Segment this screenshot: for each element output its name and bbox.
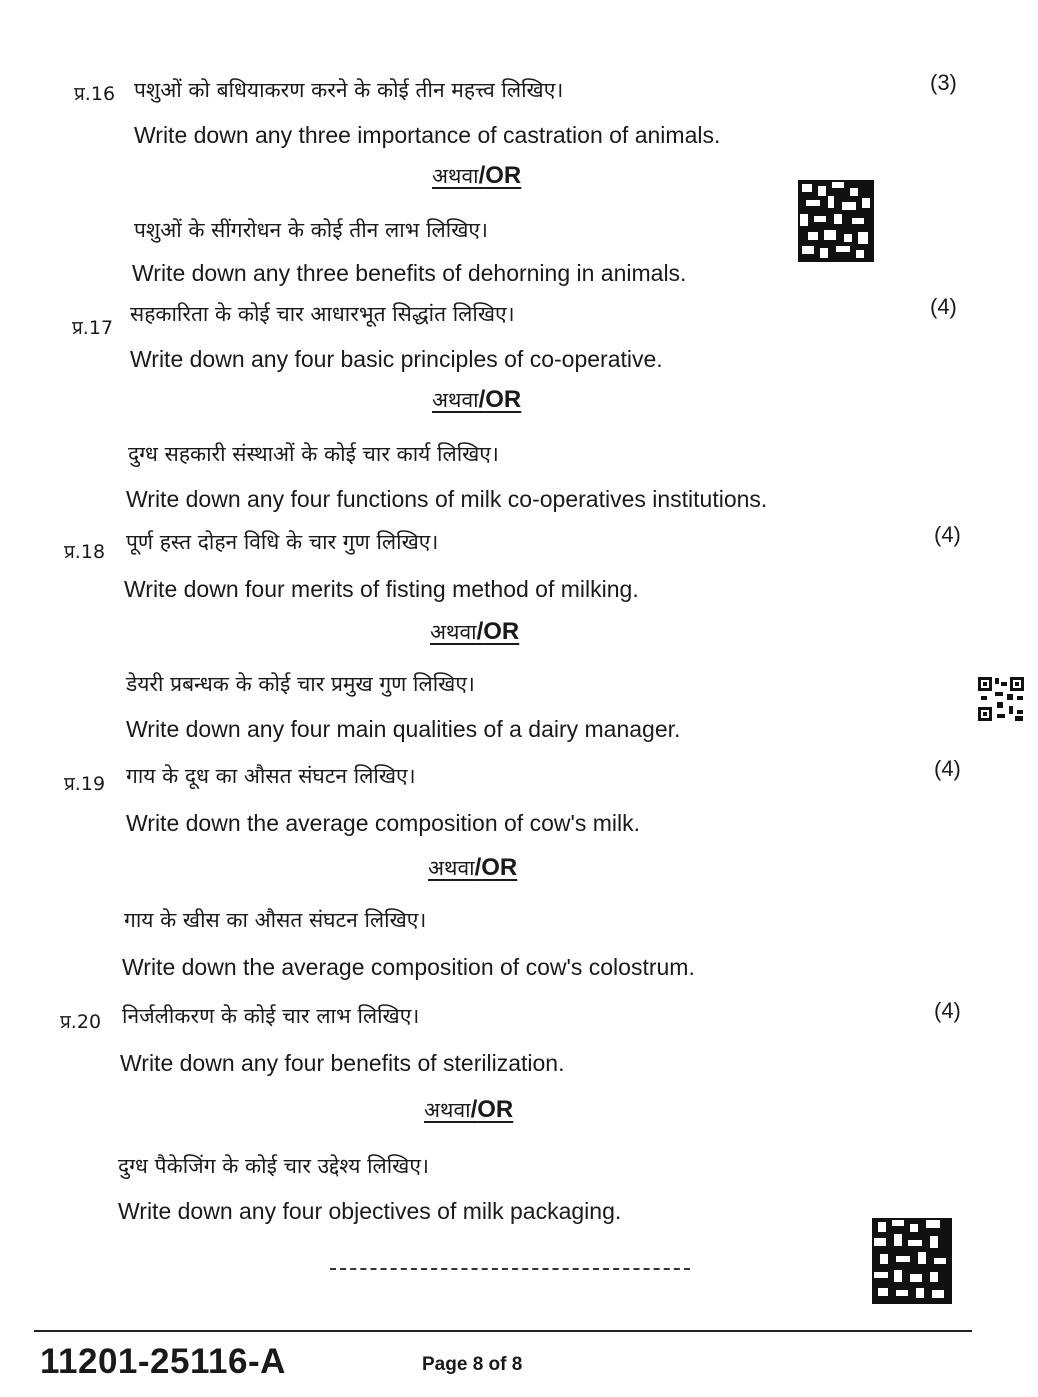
page-number: Page 8 of 8 bbox=[422, 1354, 523, 1375]
question-text-english: Write down any four benefits of sterilization. bbox=[120, 1050, 565, 1076]
end-of-paper-line bbox=[330, 1268, 690, 1270]
question-marks: (4) bbox=[934, 522, 961, 547]
question-text-hindi: पशुओं को बधियाकरण करने के कोई तीन महत्त्व लिखिए। bbox=[134, 78, 564, 102]
question-number: प्र.20 bbox=[60, 1011, 102, 1033]
question-marks: (4) bbox=[930, 294, 957, 319]
or-label-hindi: अथवा bbox=[432, 164, 479, 188]
footer-rule bbox=[34, 1330, 972, 1332]
question-marks: (4) bbox=[934, 756, 961, 781]
question-text-hindi: सहकारिता के कोई चार आधारभूत सिद्धांत लिखिए। bbox=[130, 302, 515, 326]
datamatrix-code-icon bbox=[798, 180, 874, 262]
or-label-english: OR bbox=[485, 162, 522, 189]
alternative-text-hindi: डेयरी प्रबन्धक के कोई चार प्रमुख गुण लिखिए। bbox=[126, 672, 475, 696]
question-text-english: Write down any four basic principles of co-operative. bbox=[130, 346, 663, 372]
or-label-hindi: अथवा bbox=[424, 1098, 471, 1122]
alternative-text-hindi: दुग्ध सहकारी संस्थाओं के कोई चार कार्य लिखिए। bbox=[128, 442, 499, 466]
or-label-english: OR bbox=[485, 386, 522, 413]
datamatrix-code-icon bbox=[872, 1218, 952, 1304]
or-label-hindi: अथवा bbox=[430, 620, 477, 644]
alternative-text-english: Write down any four main qualities of a dairy manager. bbox=[126, 716, 681, 742]
or-label-english: OR bbox=[477, 1096, 514, 1123]
qr-code-icon bbox=[977, 676, 1025, 722]
alternative-text-hindi: पशुओं के सींगरोधन के कोई तीन लाभ लिखिए। bbox=[134, 218, 488, 242]
question-number: प्र.19 bbox=[64, 773, 106, 795]
alternative-text-hindi: दुग्ध पैकेजिंग के कोई चार उद्देश्य लिखिए। bbox=[118, 1154, 429, 1178]
or-label-english: OR bbox=[481, 854, 518, 881]
question-number: प्र.17 bbox=[72, 317, 114, 339]
question-number: प्र.18 bbox=[64, 541, 106, 563]
question-text-hindi: निर्जलीकरण के कोई चार लाभ लिखिए। bbox=[122, 1004, 420, 1028]
or-label-hindi: अथवा bbox=[428, 856, 475, 880]
question-text-english: Write down four merits of fisting method of milking. bbox=[124, 576, 639, 602]
qr-code-icon bbox=[977, 676, 1025, 722]
question-text-hindi: गाय के दूध का औसत संघटन लिखिए। bbox=[126, 764, 416, 788]
question-marks: (4) bbox=[934, 998, 961, 1023]
or-label-english: OR bbox=[483, 618, 520, 645]
question-number: प्र.16 bbox=[74, 83, 116, 105]
or-separator: अथवा/OR bbox=[428, 854, 518, 881]
alternative-text-english: Write down any three benefits of dehorning in animals. bbox=[132, 260, 687, 286]
or-label-hindi: अथवा bbox=[432, 388, 479, 412]
or-separator: अथवा/OR bbox=[430, 618, 520, 645]
or-separator: अथवा/OR bbox=[424, 1096, 514, 1123]
alternative-text-hindi: गाय के खीस का औसत संघटन लिखिए। bbox=[124, 908, 427, 932]
alternative-text-english: Write down any four objectives of milk packaging. bbox=[118, 1198, 622, 1224]
question-text-hindi: पूर्ण हस्त दोहन विधि के चार गुण लिखिए। bbox=[126, 530, 439, 554]
question-marks: (3) bbox=[930, 70, 957, 95]
paper-code: 11201-25116-A bbox=[40, 1342, 286, 1381]
question-text-english: Write down the average composition of cow's milk. bbox=[126, 810, 641, 836]
or-separator: अथवा/OR bbox=[432, 386, 522, 413]
or-separator: अथवा/OR bbox=[432, 162, 522, 189]
datamatrix-code-icon bbox=[872, 1218, 952, 1304]
datamatrix-code-icon bbox=[798, 180, 874, 262]
question-text-english: Write down any three importance of castration of animals. bbox=[134, 122, 721, 148]
alternative-text-english: Write down the average composition of cow's colostrum. bbox=[122, 954, 695, 980]
alternative-text-english: Write down any four functions of milk co-operatives institutions. bbox=[126, 486, 768, 512]
